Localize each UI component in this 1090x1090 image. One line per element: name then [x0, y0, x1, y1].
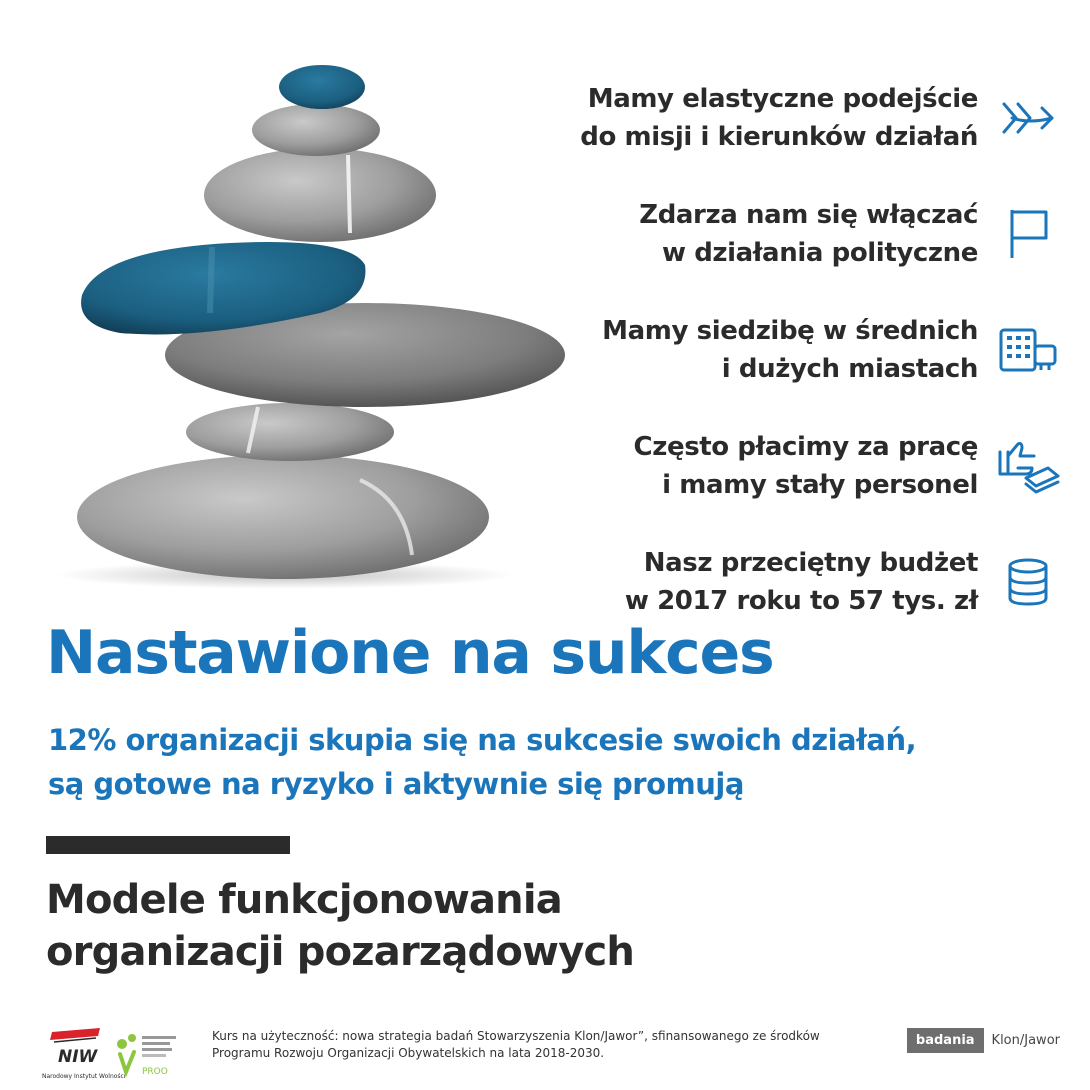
feature-text: Mamy siedzibę w średnich i dużych miastach — [602, 316, 978, 384]
feature-text: Często płacimy za pracę i mamy stały personel — [633, 432, 978, 500]
feature-item — [500, 176, 1060, 292]
feature-text: Mamy elastyczne podejście do misji i kierunków działań — [580, 84, 978, 152]
feature-item — [500, 292, 1060, 408]
brand-tag: badania — [907, 1028, 984, 1053]
stone-top-blue — [279, 65, 365, 109]
stone-upper — [252, 104, 380, 156]
flag-icon — [996, 202, 1060, 266]
coin-stack-icon — [996, 550, 1060, 614]
funding-note: Kurs na użyteczność: nowa strategia badań Stowarzyszenia Klon/Jawor”, sfinansowanego ze środków Programu Rozwoju Organizacji Obywatelskich na lata 2018-2030. — [212, 1029, 820, 1060]
section-title: Modele funkcjonowania organizacji pozarządowych — [46, 877, 635, 975]
stone-bottom — [77, 455, 489, 579]
svg-text:PROO: PROO — [142, 1067, 168, 1077]
headline: Nastawione na sukces — [46, 618, 774, 688]
hand-money-icon — [996, 434, 1060, 498]
stone-small — [186, 403, 394, 461]
feature-item — [500, 408, 1060, 524]
proo-logo — [112, 1028, 192, 1084]
double-arrow-icon — [996, 86, 1060, 150]
feature-text: Zdarza nam się włączać w działania polityczne — [639, 200, 978, 268]
klon-jawor-brand — [907, 1028, 1060, 1053]
buildings-icon — [996, 318, 1060, 382]
feature-list — [500, 60, 1060, 640]
subheadline: 12% organizacji skupia się na sukcesie swoich działań, są gotowe na ryzyko i aktywnie się promują — [48, 723, 917, 801]
feature-item — [500, 60, 1060, 176]
niw-logo — [40, 1026, 126, 1082]
stone-middle — [204, 148, 436, 242]
divider — [46, 836, 290, 854]
footer — [0, 1018, 1090, 1090]
svg-text:Narodowy Instytut Wolności: Narodowy Instytut Wolności — [42, 1073, 126, 1080]
feature-text: Nasz przeciętny budżet w 2017 roku to 57 tys. zł — [624, 548, 978, 616]
brand-name: Klon/Jawor — [991, 1033, 1060, 1048]
svg-text:NIW: NIW — [58, 1047, 98, 1067]
